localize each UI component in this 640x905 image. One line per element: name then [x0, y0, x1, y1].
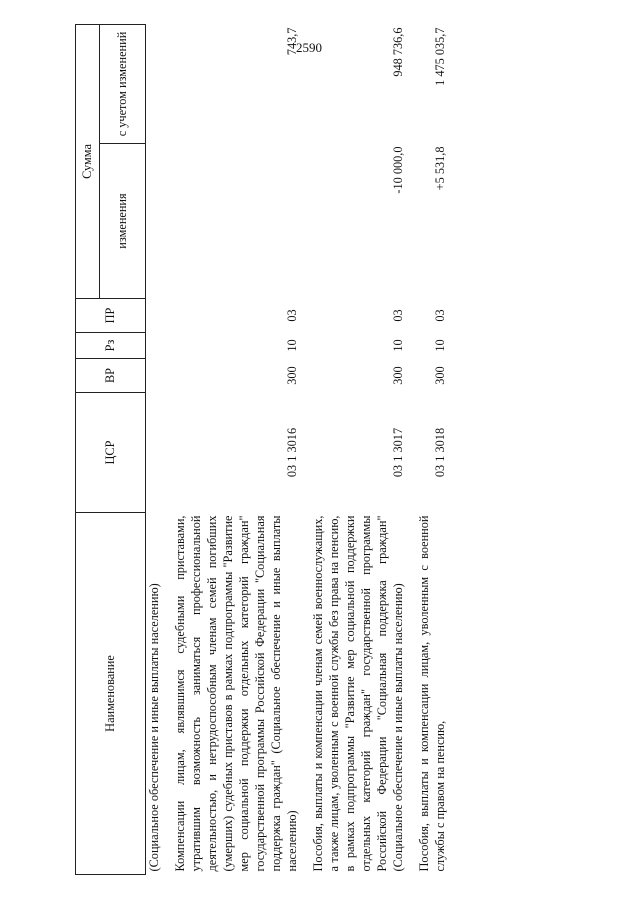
- row-csr: 03 1 3017: [391, 427, 405, 478]
- header-change: изменения: [100, 144, 146, 299]
- header-rz: Рз: [76, 333, 146, 359]
- row-csr: 03 1 3016: [285, 427, 299, 478]
- row-pr: [146, 299, 173, 333]
- budget-table: [75, 24, 458, 875]
- row-rz: [146, 333, 173, 359]
- header-with-change: с учетом изменений: [100, 24, 146, 143]
- rotated-page: [75, 25, 635, 875]
- row-change: -10 000,0: [391, 146, 405, 194]
- row-name: (Социальное обеспечение и иные выплаты населению): [147, 583, 161, 872]
- table-row: [310, 24, 416, 874]
- row-pr: 03: [285, 309, 299, 322]
- table-row: [172, 24, 310, 874]
- header-sum: Сумма: [76, 24, 100, 298]
- row-name: Компенсации лицам, являвшимся судебными приставами, утратившим возможность заниматься профессиональной деятельностью, и нетрудоспособным членам семей погибших (умерших) судебных приставов в рамках подпрограммы "Развитие мер социальной поддержки отдельных категорий граждан" государственной программы Российской Федерации "Социальная поддержка граждан" (Социальное обеспечение и иные выплаты населению): [173, 515, 299, 872]
- row-total: 1 475 035,7: [433, 27, 447, 86]
- row-total: 743,7: [285, 27, 299, 56]
- row-name: Пособия, выплаты и компенсации членам семей военнослужащих, а также лицам, уволенным с военной службы без права на пенсию, в рамках подпрограммы "Развитие мер социальной поддержки отдельных категорий граждан" государственной программы Российской Федерации "Социальная поддержка граждан" (Социальное обеспечение и иные выплаты населению): [311, 515, 405, 872]
- header-pr: ПР: [76, 299, 146, 333]
- row-name: Пособия, выплаты и компенсации лицам, уволенным с военной службы с правом на пенсию,: [417, 515, 447, 872]
- header-vr: ВР: [76, 359, 146, 393]
- row-rz: 10: [285, 339, 299, 352]
- row-change: [172, 144, 310, 299]
- row-vr: 300: [433, 366, 447, 385]
- row-csr: 03 1 3018: [433, 427, 447, 478]
- page-number: 2590: [296, 40, 322, 55]
- row-total: 948 736,6: [391, 27, 405, 77]
- row-change: [146, 144, 173, 299]
- row-vr: 300: [285, 366, 299, 385]
- table-row: [416, 24, 458, 874]
- table-header: [76, 24, 146, 874]
- table-row: [146, 24, 173, 874]
- header-csr: ЦСР: [76, 393, 146, 513]
- header-name: Наименование: [76, 513, 146, 875]
- row-rz: 10: [391, 339, 405, 352]
- row-vr: [146, 359, 173, 393]
- row-vr: 300: [391, 366, 405, 385]
- row-pr: 03: [433, 309, 447, 322]
- row-change: +5 531,8: [433, 146, 447, 191]
- row-pr: 03: [391, 309, 405, 322]
- row-total: [146, 24, 173, 143]
- row-csr: [146, 393, 173, 513]
- row-rz: 10: [433, 339, 447, 352]
